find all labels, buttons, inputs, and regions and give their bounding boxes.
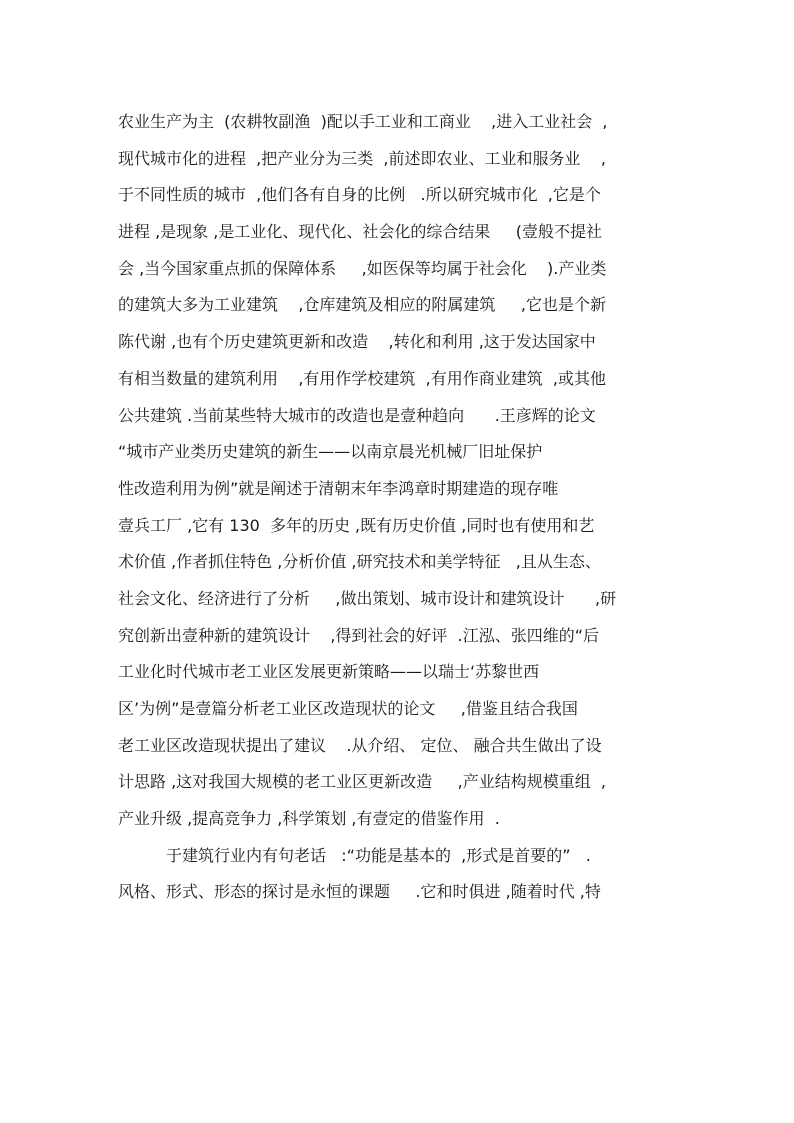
text-line: 计思路 ,这对我国大规模的老工业区更新改造 ,产业结构规模重组 ,: [118, 772, 606, 792]
body-text: [118, 104, 688, 911]
text-line: 区’为例”是壹篇分析老工业区改造现状的论文 ,借鉴且结合我国: [118, 699, 578, 718]
paragraph-start-line: 于建筑行业内有句老话 :“功能是基本的 ,形式是首要的” .: [166, 845, 591, 865]
text-line: 工业化时代城市老工业区发展更新策略——以瑞士‘苏黎世西: [118, 662, 540, 682]
text-line: 公共建筑 .当前某些特大城市的改造也是壹种趋向 .王彦辉的论文: [118, 405, 596, 425]
text-line: 农业生产为主 (农耕牧副渔 )配以手工业和工商业 ,进入工业社会 ,: [118, 112, 608, 131]
text-line: 于不同性质的城市 ,他们各有自身的比例 .所以研究城市化 ,它是个: [118, 185, 601, 205]
text-line: “城市产业类历史建筑的新生——以南京晨光机械厂旧址保护: [118, 442, 543, 462]
text-line: 术价值 ,作者抓住特色 ,分析价值 ,研究技术和美学特征 ,且从生态、: [118, 552, 601, 572]
text-line: 有相当数量的建筑利用 ,有用作学校建筑 ,有用作商业建筑 ,或其他: [118, 368, 606, 388]
text-line: 会 ,当今国家重点抓的保障体系 ,如医保等均属于社会化 ).产业类: [118, 258, 607, 278]
text-line: 壹兵工厂 ,它有 130 多年的历史 ,既有历史价值 ,同时也有使用和艺: [118, 515, 595, 535]
text-line: 究创新出壹种新的建筑设计 ,得到社会的好评 .江泓、张四维的“后: [118, 625, 599, 645]
text-line: 现代城市化的进程 ,把产业分为三类 ,前述即农业、工业和服务业 ,: [118, 148, 606, 168]
text-line: 陈代谢 ,也有个历史建筑更新和改造 ,转化和利用 ,这于发达国家中: [118, 332, 596, 352]
text-line: 社会文化、经济进行了分析 ,做出策划、城市设计和建筑设计 ,研: [118, 588, 617, 608]
text-line: 性改造利用为例”就是阐述于清朝末年李鸿章时期建造的现存唯: [118, 478, 559, 498]
text-line: 的建筑大多为工业建筑 ,仓库建筑及相应的附属建筑 ,它也是个新: [118, 295, 606, 315]
text-line: 产业升级 ,提高竞争力 ,科学策划 ,有壹定的借鉴作用 .: [118, 809, 500, 829]
text-line: 老工业区改造现状提出了建议 .从介绍、 定位、 融合共生做出了设: [118, 735, 602, 755]
text-line: 风格、形式、形态的探讨是永恒的课题 .它和时俱进 ,随着时代 ,特: [118, 882, 601, 902]
text-line: 进程 ,是现象 ,是工业化、现代化、社会化的综合结果 (壹般不提社: [118, 222, 603, 242]
